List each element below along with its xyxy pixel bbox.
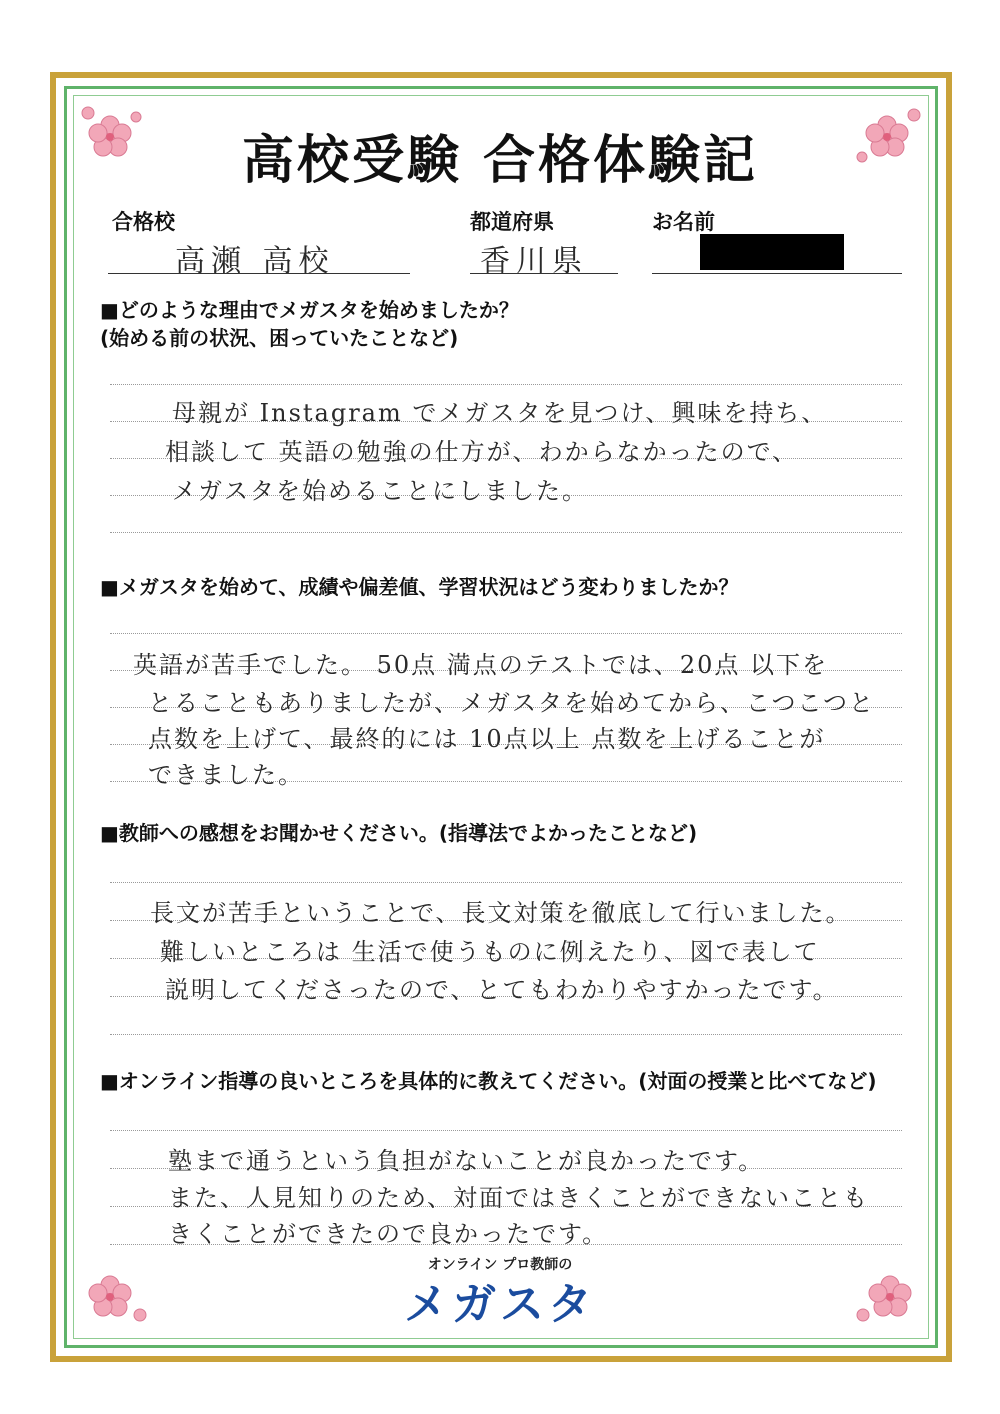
prefecture-value: 香川県	[480, 244, 588, 279]
question-2: ■メガスタを始めて、成績や偏差値、学習状況はどう変わりましたか？	[100, 575, 739, 599]
answer-1-line-2: 相談して 英語の勉強の仕方が、わからなかったので、	[165, 438, 799, 466]
school-underline	[108, 273, 410, 274]
ruled-line	[110, 1034, 902, 1035]
answer-4-line-3: きくことができたので良かったです。	[168, 1220, 609, 1248]
answer-3-line-1: 長文が苦手ということで、長文対策を徹底して行いました。	[150, 899, 852, 927]
answer-2-line-3: 点数を上げて、最終的には 10点以上 点数を上げることが	[148, 725, 826, 753]
page-title: 高校受験 合格体験記	[241, 131, 759, 191]
answer-2-line-4: できました。	[148, 761, 304, 789]
answer-2-line-2: とることもありましたが、メガスタを始めてから、こつこつと	[148, 689, 876, 717]
name-label: お名前	[652, 210, 715, 234]
prefecture-label: 都道府県	[470, 210, 554, 234]
ruled-line	[110, 882, 902, 883]
prefecture-underline	[470, 273, 618, 274]
answer-4-line-2: また、人見知りのため、対面ではきくことができないことも	[168, 1184, 870, 1212]
answer-3-line-2: 難しいところは 生活で使うものに例えたり、図で表して	[160, 938, 820, 966]
question-4: ■オンライン指導の良いところを具体的に教えてください。(対面の授業と比べてなど)	[100, 1069, 877, 1093]
ruled-line	[110, 384, 902, 385]
name-underline	[652, 273, 902, 274]
answer-4-line-1: 塾まで通うという負担がないことが良かったです。	[168, 1147, 765, 1175]
logo-subtitle: オンライン プロ教師の	[427, 1257, 573, 1273]
ruled-line	[110, 633, 902, 634]
answer-2-line-1: 英語が苦手でした。 50点 満点のテストでは、20点 以下を	[133, 651, 829, 679]
redacted-name	[700, 234, 844, 270]
answer-1-line-3: メガスタを始めることにしました。	[172, 477, 588, 505]
school-label: 合格校	[112, 210, 175, 234]
question-3: ■教師への感想をお聞かせください。(指導法でよかったことなど)	[100, 821, 698, 845]
school-value: 高瀬 高校	[175, 244, 335, 279]
answer-1-line-1: 母親が Instagram でメガスタを見つけ、興味を持ち、	[172, 399, 828, 427]
ruled-line	[110, 1130, 902, 1131]
question-1: ■どのような理由でメガスタを始めましたか？	[100, 298, 519, 322]
answer-3-line-3: 説明してくださったので、とてもわかりやすかったです。	[165, 976, 839, 1004]
question-1-sub: (始める前の状況、困っていたことなど)	[100, 326, 459, 350]
ruled-line	[110, 532, 902, 533]
logo-mark: メガスタ	[404, 1279, 596, 1330]
